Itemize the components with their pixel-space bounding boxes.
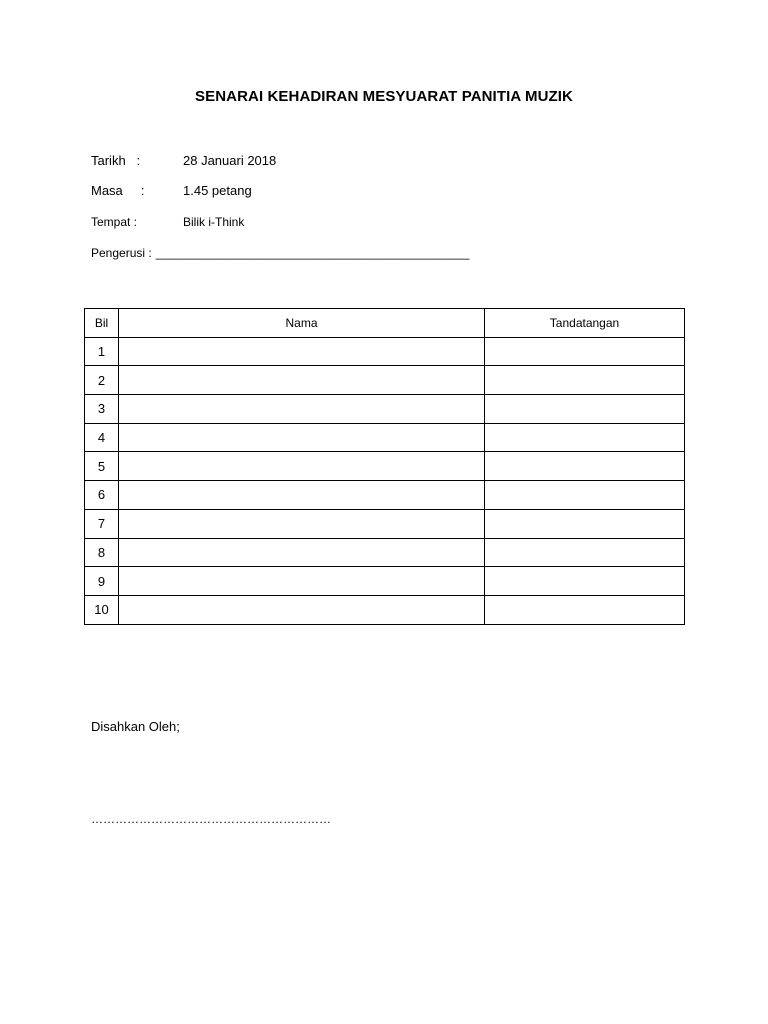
- table-row: [85, 595, 685, 624]
- row-number: 9: [85, 567, 119, 596]
- table-row: [85, 337, 685, 366]
- place-label: Tempat :: [91, 215, 138, 229]
- date-value: 28 Januari 2018: [183, 153, 277, 168]
- name-cell[interactable]: [119, 366, 485, 395]
- name-cell[interactable]: [119, 452, 485, 481]
- table-header-row: [85, 309, 685, 338]
- signature-cell[interactable]: [485, 509, 685, 538]
- signature-cell[interactable]: [485, 337, 685, 366]
- table-row: [85, 509, 685, 538]
- table-row: [85, 567, 685, 596]
- row-number: 3: [85, 395, 119, 424]
- date-label: Tarikh :: [91, 153, 141, 168]
- attendance-table: [84, 308, 685, 625]
- info-row-date: [91, 153, 276, 168]
- signature-cell[interactable]: [485, 423, 685, 452]
- name-cell[interactable]: [119, 337, 485, 366]
- row-number: 6: [85, 481, 119, 510]
- name-cell[interactable]: [119, 567, 485, 596]
- signature-cell[interactable]: [485, 452, 685, 481]
- row-number: 5: [85, 452, 119, 481]
- signature-cell[interactable]: [485, 366, 685, 395]
- table-row: [85, 395, 685, 424]
- approved-by-label: Disahkan Oleh;: [91, 719, 180, 734]
- name-cell[interactable]: [119, 509, 485, 538]
- name-cell[interactable]: [119, 395, 485, 424]
- chair-label: Pengerusi :: [91, 246, 152, 260]
- signature-cell[interactable]: [485, 481, 685, 510]
- signature-cell[interactable]: [485, 567, 685, 596]
- info-row-place: [91, 215, 244, 229]
- table-row: [85, 452, 685, 481]
- table-row: [85, 538, 685, 567]
- page-title: SENARAI KEHADIRAN MESYUARAT PANITIA MUZIK: [195, 88, 573, 105]
- approval-signature-line: ……………………………………………………: [91, 812, 331, 826]
- info-row-chair: [91, 246, 469, 260]
- time-label: Masa :: [91, 183, 145, 198]
- info-row-time: [91, 183, 252, 198]
- signature-cell[interactable]: [485, 395, 685, 424]
- header-nama: Nama: [119, 309, 485, 338]
- table-row: [85, 481, 685, 510]
- row-number: 7: [85, 509, 119, 538]
- header-tandatangan: Tandatangan: [485, 309, 685, 338]
- time-value: 1.45 petang: [183, 183, 252, 198]
- name-cell[interactable]: [119, 538, 485, 567]
- signature-cell[interactable]: [485, 595, 685, 624]
- row-number: 8: [85, 538, 119, 567]
- chair-line: _______________________________________________: [155, 246, 470, 260]
- place-value: Bilik i-Think: [183, 215, 245, 229]
- row-number: 2: [85, 366, 119, 395]
- header-bil: Bil: [85, 309, 119, 338]
- row-number: 1: [85, 337, 119, 366]
- row-number: 4: [85, 423, 119, 452]
- row-number: 10: [85, 595, 119, 624]
- table-row: [85, 366, 685, 395]
- name-cell[interactable]: [119, 481, 485, 510]
- name-cell[interactable]: [119, 595, 485, 624]
- signature-cell[interactable]: [485, 538, 685, 567]
- name-cell[interactable]: [119, 423, 485, 452]
- table-row: [85, 423, 685, 452]
